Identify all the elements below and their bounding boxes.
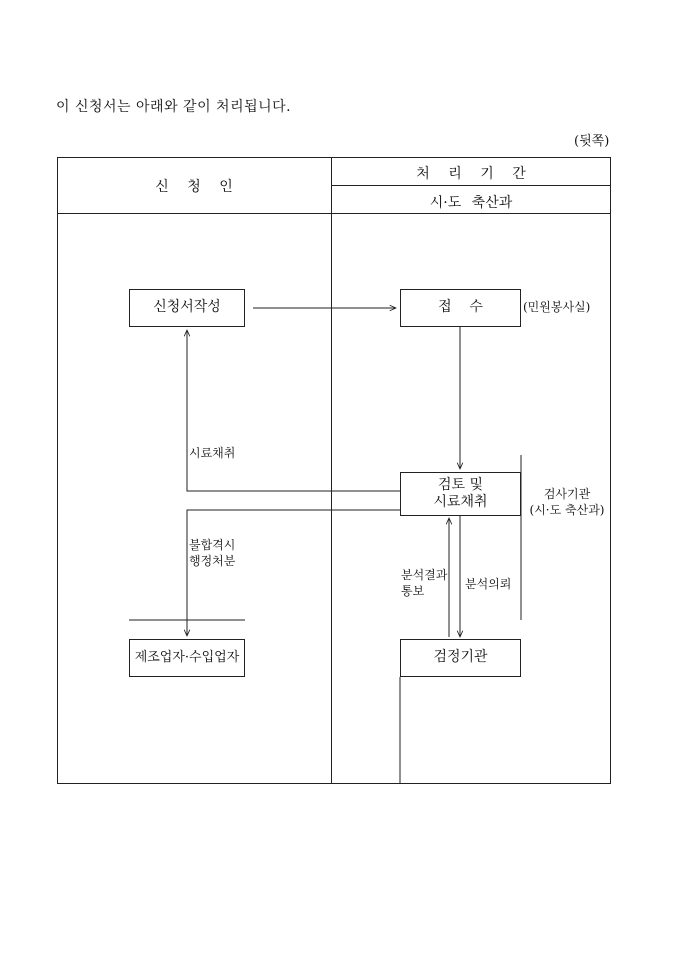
- arrow-review-to-manufacturer: [187, 510, 400, 636]
- header-applicant: 신 청 인: [155, 179, 233, 195]
- label-nonconformity: [189, 538, 235, 569]
- review-line1: 검토 및: [437, 476, 484, 493]
- inspection-org-line2: (시·도 축산과): [529, 502, 605, 517]
- inspection-org-line1: 검사기관: [543, 487, 591, 501]
- review-line2: 시료채취: [433, 494, 488, 510]
- label-nonconformity-line1: 불합격시: [189, 538, 236, 552]
- page-side-label: (뒷쪽): [574, 134, 610, 149]
- write-application-box: 신청서작성: [129, 289, 245, 327]
- label-analysis-result-line2: 통보: [401, 583, 425, 598]
- arrow-review-to-write: [187, 330, 400, 491]
- label-analysis-request: 분석의뢰: [465, 577, 512, 591]
- receipt-box: 접 수: [400, 289, 521, 327]
- review-box: [400, 472, 521, 516]
- header-department: 시·도 축산과: [429, 195, 513, 211]
- header-period: 처 리 기 간: [416, 166, 526, 182]
- manufacturer-box: 제조업자·수입업자: [129, 639, 245, 677]
- inspection-org-label: [524, 487, 610, 518]
- label-nonconformity-line2: 행정처분: [189, 553, 236, 568]
- label-sampling: 시료채취: [189, 446, 236, 460]
- receipt-note: (민원봉사실): [523, 300, 591, 314]
- test-agency-box: 검정기관: [400, 639, 521, 677]
- label-analysis-result-line1: 분석결과: [401, 568, 448, 582]
- intro-text: 이 신청서는 아래와 같이 처리됩니다.: [56, 99, 292, 115]
- label-analysis-result: [401, 568, 447, 599]
